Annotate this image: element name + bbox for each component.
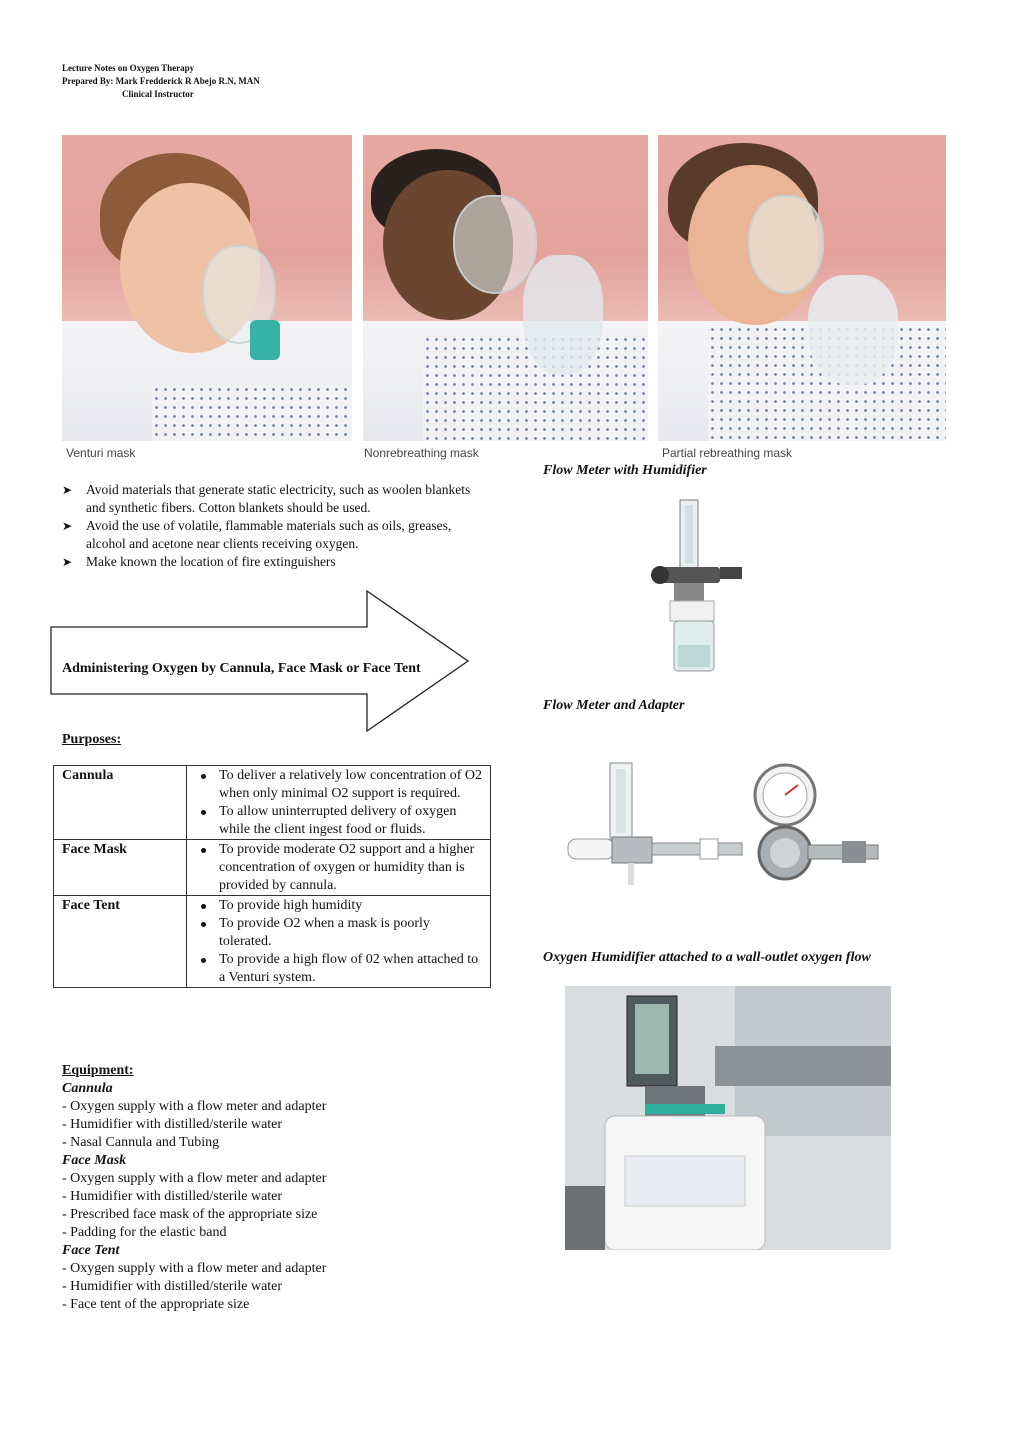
wall-outlet-humidifier-caption: Oxygen Humidifier attached to a wall-outlet oxygen flow [543, 950, 871, 965]
method-cell: Cannula [54, 766, 187, 840]
arrow-bullet-icon: ➤ [62, 519, 73, 533]
method-cell: Face Tent [54, 896, 187, 988]
venturi-mask-photo [62, 135, 352, 441]
arrow-bullet-icon: ➤ [62, 555, 73, 569]
arrow-title: Administering Oxygen by Cannula, Face Mask or Face Tent [62, 661, 421, 676]
flow-meter-humidifier-image [630, 495, 750, 680]
equipment-item: - Humidifier with distilled/sterile water [62, 1279, 283, 1294]
purpose-cell [187, 896, 491, 988]
equipment-group-title: Cannula [62, 1081, 113, 1096]
purpose-item: To provide a high flow of 02 when attached to a Venturi system. [219, 951, 482, 987]
equipment-group-title: Face Tent [62, 1243, 120, 1258]
purpose-cell [187, 840, 491, 896]
flow-meter-adapter-caption: Flow Meter and Adapter [543, 698, 685, 713]
doc-title: Lecture Notes on Oxygen Therapy [62, 63, 195, 73]
equipment-group-title: Face Mask [62, 1153, 127, 1168]
nonrebreathing-mask-caption: Nonrebreathing mask [364, 446, 479, 460]
equipment-item: - Oxygen supply with a flow meter and adapter [62, 1261, 327, 1276]
purpose-item: To allow uninterrupted delivery of oxygen while the client ingest food or fluids. [219, 803, 482, 839]
partial-rebreathing-mask-photo [658, 135, 946, 441]
doc-author-role: Clinical Instructor [122, 89, 194, 99]
equipment-item: - Humidifier with distilled/sterile water [62, 1117, 283, 1132]
purpose-item: To deliver a relatively low concentration of O2 when only minimal O2 support is required. [219, 767, 482, 803]
purpose-item: To provide high humidity [219, 897, 482, 915]
equipment-item: - Oxygen supply with a flow meter and adapter [62, 1171, 327, 1186]
nonrebreathing-mask-photo [363, 135, 648, 441]
flow-meter-humidifier-caption: Flow Meter with Humidifier [543, 463, 707, 478]
purpose-item: To provide moderate O2 support and a higher concentration of oxygen or humidity than is provided by cannula. [219, 841, 482, 895]
equipment-item: - Prescribed face mask of the appropriate size [62, 1207, 318, 1222]
equipment-item: - Humidifier with distilled/sterile water [62, 1189, 283, 1204]
purposes-table [53, 765, 491, 988]
equipment-section [62, 1062, 326, 1314]
arrow-bullet-icon: ➤ [62, 483, 73, 497]
equipment-heading: Equipment: [62, 1063, 134, 1078]
purpose-cell [187, 766, 491, 840]
equipment-item: - Padding for the elastic band [62, 1225, 227, 1240]
equipment-item: - Nasal Cannula and Tubing [62, 1135, 220, 1150]
purposes-heading: Purposes: [62, 732, 122, 747]
method-cell: Face Mask [54, 840, 187, 896]
safety-bullet: ➤ Avoid materials that generate static electricity, such as woolen blankets and synthetic fibers. Cotton blankets should be used. [62, 482, 471, 515]
purpose-item: To provide O2 when a mask is poorly tolerated. [219, 915, 482, 951]
safety-bullet-list [62, 481, 482, 571]
table-row [54, 840, 491, 896]
flow-meter-adapter-image [560, 757, 900, 897]
table-row [54, 766, 491, 840]
safety-bullet: ➤ Make known the location of fire extinguishers [62, 554, 336, 569]
venturi-mask-caption: Venturi mask [66, 446, 136, 460]
wall-outlet-humidifier-image [565, 986, 891, 1250]
equipment-item: - Oxygen supply with a flow meter and adapter [62, 1099, 327, 1114]
safety-bullet: ➤ Avoid the use of volatile, flammable materials such as oils, greases, alcohol and acetone near clients receiving oxygen. [62, 518, 452, 551]
equipment-item: - Face tent of the appropriate size [62, 1297, 250, 1312]
table-row [54, 896, 491, 988]
doc-author: Prepared By: Mark Fredderick R Abejo R.N, MAN [62, 76, 260, 86]
partial-rebreathing-mask-caption: Partial rebreathing mask [662, 446, 793, 460]
